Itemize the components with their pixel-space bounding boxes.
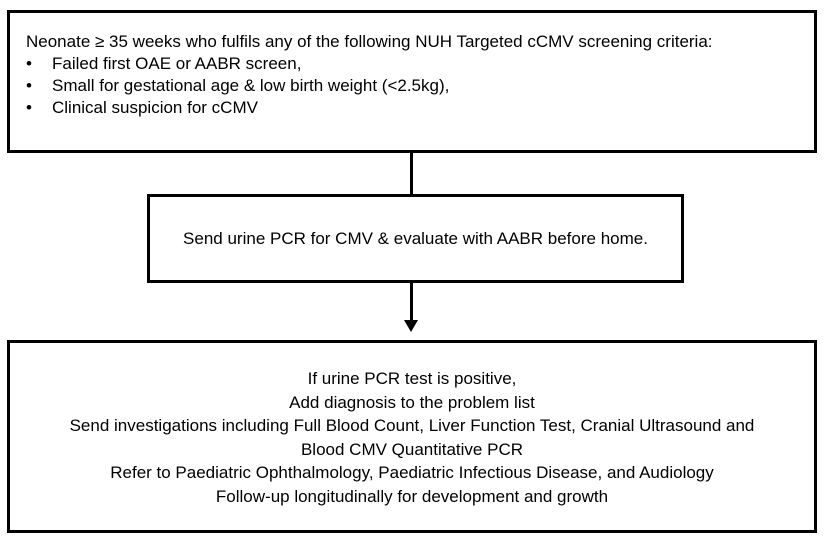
positive-result-box	[7, 340, 817, 533]
outcome-line-investigations-cont: Blood CMV Quantitative PCR	[300, 439, 524, 459]
outcome-line-diagnosis: Add diagnosis to the problem list	[289, 392, 535, 412]
criteria-list	[26, 53, 814, 119]
bullet-icon: •	[26, 54, 32, 73]
action-text: Send urine PCR for CMV & evaluate with AABR before home.	[183, 228, 648, 248]
bullet-icon: •	[26, 98, 32, 117]
criteria-item-label: Small for gestational age & low birth weight (<2.5kg),	[52, 76, 450, 95]
outcome-line-referral: Refer to Paediatric Ophthalmology, Paediatric Infectious Disease, and Audiology	[110, 463, 714, 482]
criteria-item-label: Failed first OAE or AABR screen,	[52, 54, 302, 73]
bullet-icon: •	[26, 76, 32, 95]
connector-line-1	[410, 153, 413, 194]
arrow-down-icon	[404, 320, 418, 332]
urine-pcr-action-box	[147, 194, 684, 283]
outcome-line-investigations: Send investigations including Full Blood Count, Liver Function Test, Cranial Ultrasound and	[69, 416, 755, 435]
criteria-heading: Neonate ≥ 35 weeks who fulfils any of the following NUH Targeted cCMV screening criteria:	[26, 32, 713, 51]
criteria-item-label: Clinical suspicion for cCMV	[52, 98, 258, 117]
criteria-item-clinical-suspicion	[26, 97, 814, 119]
screening-criteria-box	[7, 10, 817, 153]
connector-line-2	[410, 283, 413, 321]
criteria-item-failed-screen	[26, 53, 814, 75]
criteria-item-low-birth-weight	[26, 75, 814, 97]
outcome-line-condition: If urine PCR test is positive,	[307, 369, 517, 388]
outcome-line-follow-up: Follow-up longitudinally for development and growth	[215, 486, 609, 506]
